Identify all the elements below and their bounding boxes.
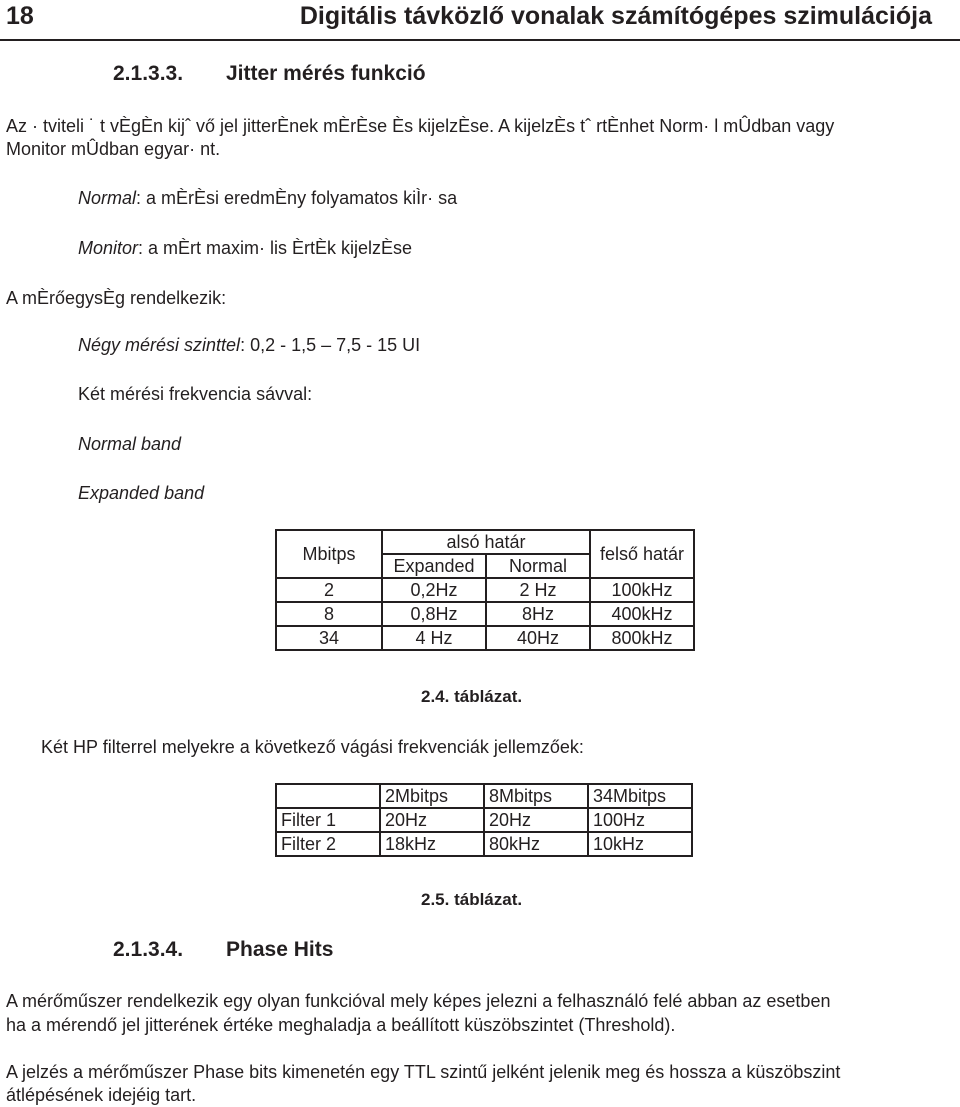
header-mbitps: Mbitps: [276, 530, 382, 578]
table-2-4: [275, 529, 695, 651]
table-cell: 8Mbitps: [484, 784, 588, 808]
ranges-desc: : 0,2 - 1,5 – 7,5 - 15 UI: [240, 335, 421, 355]
table-row: [276, 808, 692, 832]
table-cell: 2 Hz: [486, 578, 590, 602]
table-cell: 34Mbitps: [588, 784, 692, 808]
table-cell: 18kHz: [380, 832, 484, 856]
bands-line: Két mérési frekvencia sávval:: [78, 384, 313, 404]
header-rule: [0, 39, 960, 41]
table-cell: 10kHz: [588, 832, 692, 856]
table-cell: 2Mbitps: [380, 784, 484, 808]
monitor-desc: : a mÈrt maxim· lis ÈrtÈk kijelzÈse: [138, 238, 413, 258]
phase-para1-line2: ha a mérendő jel jitterének értéke meghaladja a beállított küszöbszintet (Threshold).: [6, 1015, 676, 1035]
section-title-jitter: Jitter mérés funkció: [226, 62, 426, 85]
table-cell: 2: [276, 578, 382, 602]
table-cell: 800kHz: [590, 626, 694, 650]
table-cell: Filter 2: [276, 832, 380, 856]
table-cell: 80kHz: [484, 832, 588, 856]
phase-para2-line2: átlépésének idejéig tart.: [6, 1085, 197, 1105]
device-line: A mÈrőegysÈg rendelkezik:: [6, 288, 227, 308]
subheader-expanded: Expanded: [382, 554, 486, 578]
table-cell: 400kHz: [590, 602, 694, 626]
ranges-term: Négy mérési szinttel: [78, 335, 241, 355]
phase-para2-line1: A jelzés a mérőműszer Phase bits kimenetén egy TTL szintű jelként jelenik meg és hossza a küszöbszint: [6, 1062, 841, 1082]
section-title-phase: Phase Hits: [226, 938, 334, 961]
normal-mode-line: [78, 186, 457, 210]
table-cell: Filter 1: [276, 808, 380, 832]
normal-term: Normal: [78, 188, 137, 208]
page-number: 18: [6, 2, 34, 30]
subheader-normal: Normal: [486, 554, 590, 578]
table-row: [276, 626, 694, 650]
ranges-line: [78, 333, 420, 357]
table-cell: 0,8Hz: [382, 602, 486, 626]
table-header-row: [276, 784, 692, 808]
header-upper-limit: felső határ: [590, 530, 694, 578]
table-cell: 4 Hz: [382, 626, 486, 650]
table-cell: 20Hz: [380, 808, 484, 832]
table-2-4-caption: 2.4. táblázat.: [421, 687, 523, 706]
band-normal: Normal band: [78, 434, 182, 454]
table-2-5-caption: 2.5. táblázat.: [421, 890, 523, 909]
table-cell: 40Hz: [486, 626, 590, 650]
table-cell: 100Hz: [588, 808, 692, 832]
intro-line-1: Az · tviteli ˙ t vÈgÈn kijˆ vő jel jitterÈnek mÈrÈse Ès kijelzÈse. A kijelzÈs tˆ rtÈnhet Norm· l mÛdban vagy: [6, 116, 835, 136]
phase-para1-line1: A mérőműszer rendelkezik egy olyan funkcióval mely képes jelezni a felhasználó felé abban az esetben: [6, 991, 831, 1011]
table-cell: [276, 784, 380, 808]
table-row: [276, 832, 692, 856]
table-cell: 0,2Hz: [382, 578, 486, 602]
section-number-phase: 2.1.3.4.: [113, 938, 184, 961]
table-cell: 20Hz: [484, 808, 588, 832]
band-expanded: Expanded band: [78, 483, 205, 503]
monitor-mode-line: [78, 236, 412, 260]
monitor-term: Monitor: [78, 238, 139, 258]
table-cell: 8Hz: [486, 602, 590, 626]
intro-line-2: Monitor mÛdban egyar· nt.: [6, 139, 221, 159]
header-lower-limit: alsó határ: [382, 530, 590, 554]
table-row: [276, 578, 694, 602]
table-cell: 100kHz: [590, 578, 694, 602]
section-number-jitter: 2.1.3.3.: [113, 62, 184, 85]
table-row: [276, 602, 694, 626]
running-title: Digitális távközlő vonalak számítógépes szimulációja: [299, 2, 932, 30]
table-cell: 8: [276, 602, 382, 626]
filters-line: Két HP filterrel melyekre a következő vágási frekvenciák jellemzőek:: [41, 737, 584, 757]
table-cell: 34: [276, 626, 382, 650]
table-2-5: [275, 783, 693, 857]
normal-desc: : a mÈrÈsi eredmÈny folyamatos kiÌr· sa: [136, 188, 458, 208]
